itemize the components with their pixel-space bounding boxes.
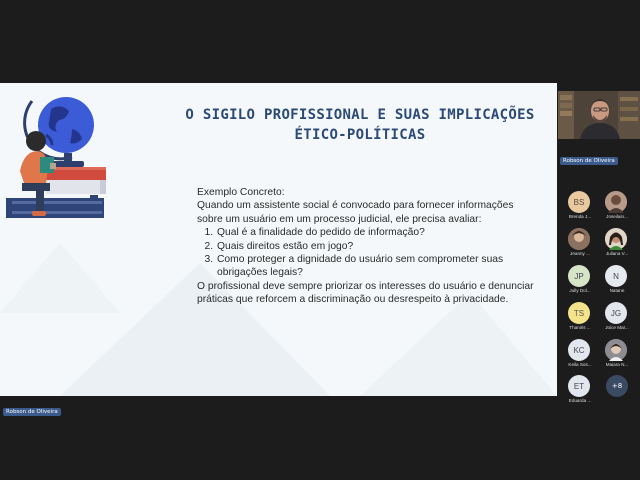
avatar xyxy=(605,228,627,250)
participant-tile[interactable] xyxy=(562,375,596,409)
participant-tile[interactable] xyxy=(599,339,633,373)
participant-tile[interactable] xyxy=(599,191,633,225)
speaker-name-tag: Robson de Oliveira xyxy=(560,157,618,165)
participant-name: Brenda J... xyxy=(568,214,592,219)
participant-tile[interactable] xyxy=(562,191,596,225)
participant-name: Jeanny ... xyxy=(570,251,590,256)
slide-title-line2: ÉTICO-POLÍTICAS xyxy=(294,127,426,143)
participant-name: Joice Mar... xyxy=(605,325,629,330)
question-item: 2. Quais direitos estão em jogo? xyxy=(216,240,535,253)
slide-title-line1: O SIGILO PROFISSIONAL E SUAS IMPLICAÇÕES xyxy=(185,107,535,123)
participant-tile[interactable] xyxy=(562,265,596,299)
speaker-video[interactable] xyxy=(558,91,640,139)
avatar-photo-icon xyxy=(605,228,627,250)
participant-name: Natane xyxy=(609,288,625,293)
participant-tile[interactable] xyxy=(599,302,633,336)
participant-name: Maiara N... xyxy=(605,362,629,367)
slide-title xyxy=(180,105,540,145)
shared-slide xyxy=(0,83,557,396)
participant-tile[interactable] xyxy=(562,339,596,373)
avatar: JP xyxy=(568,265,590,287)
avatar: BS xyxy=(568,191,590,213)
question-item: 1. Qual é a finalidade do pedido de informação? xyxy=(216,226,535,239)
participant-tile[interactable] xyxy=(599,228,633,262)
participant-name: Joseilain... xyxy=(606,214,628,219)
participant-name: Eduarda ... xyxy=(568,398,592,403)
avatar-photo-icon xyxy=(568,228,590,250)
participant-name: Juliana V... xyxy=(605,251,629,256)
conclusion-text: O profissional deve sempre priorizar os interesses do usuário e denunciar práticas que reforcem a discriminação ou desrespeito à privacidade. xyxy=(197,280,534,306)
speaker-video-frame xyxy=(558,91,640,139)
participant-tile[interactable] xyxy=(562,228,596,262)
participant-tile[interactable] xyxy=(562,302,596,336)
participant-name: Jully Dol... xyxy=(569,288,591,293)
presenter-name-tag: Robson de Oliveira xyxy=(3,408,61,416)
avatar xyxy=(568,228,590,250)
avatar: KC xyxy=(568,339,590,361)
student-reading-globe-illustration xyxy=(6,87,118,223)
avatar-photo-icon xyxy=(605,191,627,213)
avatar xyxy=(605,339,627,361)
example-heading: Exemplo Concreto: xyxy=(197,187,285,198)
question-item: 3. Como proteger a dignidade do usuário sem comprometer suas obrigações legais? xyxy=(216,253,535,280)
avatar: N xyxy=(605,265,627,287)
avatar: TS xyxy=(568,302,590,324)
avatar xyxy=(605,191,627,213)
question-list xyxy=(197,226,535,280)
participant-name: Thaniris ... xyxy=(569,325,591,330)
avatar: JG xyxy=(605,302,627,324)
example-intro: Quando um assistente social é convocado para fornecer informações sobre um usuário em um processo judicial, ele precisa avaliar: xyxy=(197,200,514,225)
participant-tile[interactable] xyxy=(599,265,633,299)
participant-sidebar xyxy=(558,91,640,401)
more-participants-button[interactable]: +8 xyxy=(606,375,628,397)
avatar-photo-icon xyxy=(605,339,627,361)
slide-body xyxy=(197,186,535,307)
participant-name: Keila Sos... xyxy=(568,362,592,367)
avatar: ET xyxy=(568,375,590,397)
